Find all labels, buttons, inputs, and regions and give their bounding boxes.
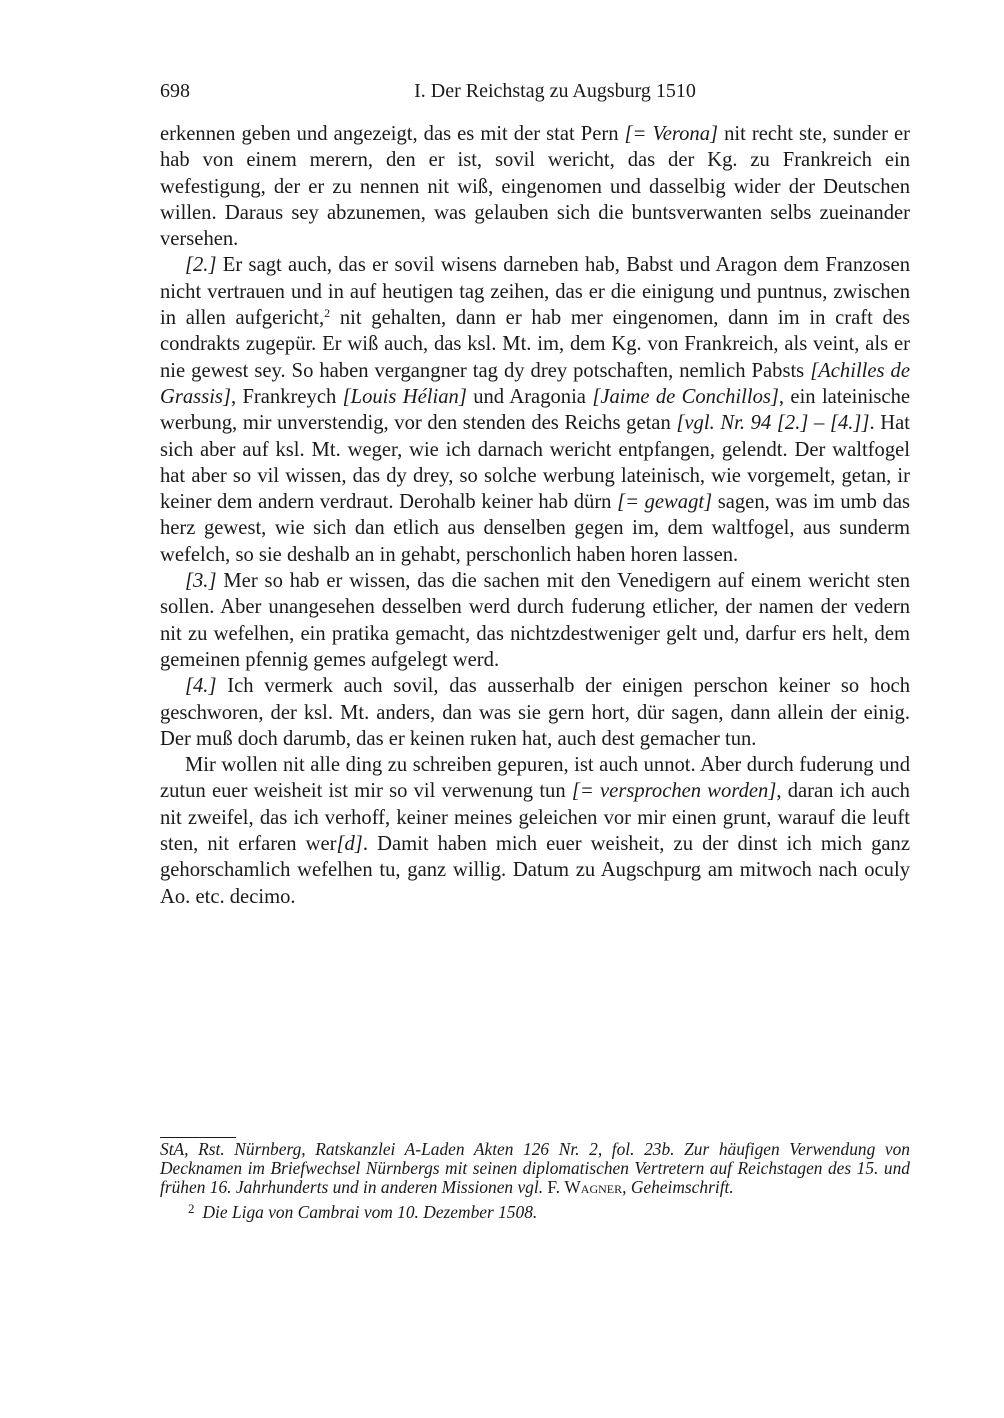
- main-text: [160, 121, 910, 910]
- paragraph-5: Mir wollen nit alle ding zu schreiben gepuren, ist auch unnot. Aber durch fuderung und zutun euer weisheit ist mir so vil verwenung tun [= versprochen worden], daran ich auch nit zweifel, das ich verhoff, keiner meines geleichen vor mir einen grunt, warauf die leuft sten, nit erfaren wer[d]. Damit haben mich euer weisheit, zu der dinst ich mich ganz gehorschamlich wefelhen tu, ganz willig. Datum zu Augschpurg am mitwoch nach oculy Ao. etc. decimo.: [160, 754, 910, 908]
- paragraph-4: [4.] Ich vermerk auch sovil, das ausserhalb der einigen perschon keiner so hoch geschworen, der ksl. Mt. anders, dan was sie gern hort, dür sagen, dann allein der einig. Der muß doch darumb, das er keinen ruken hat, auch dest gemacher tun.: [160, 675, 910, 750]
- editorial-insertion: [d]: [336, 833, 363, 856]
- cross-reference: [vgl. Nr. 94 [2.] – [4.]]: [676, 412, 870, 435]
- footnote-ref-2[interactable]: 2: [324, 306, 331, 321]
- section-number: [3.]: [185, 570, 217, 593]
- paragraph-3: [3.] Mer so hab er wissen, das die sachen mit den Venedigern auf einem wericht sten sollen. Aber unangesehen desselben werd durch fuderung etlicher, der namen der vedern nit zu wefelhen, ein pratika gemacht, das nichtzdestweniger gelt und, darfur ers helt, dem gemeinen pfennig gemes aufgelegt werd.: [160, 570, 910, 671]
- running-title: I. Der Reichstag zu Augsburg 1510: [414, 80, 696, 102]
- section-number: [2.]: [185, 254, 217, 277]
- running-header: [160, 80, 910, 106]
- editorial-gloss: [Achilles de Grassis]: [160, 359, 910, 408]
- paragraph-2: [2.] Er sagt auch, das er sovil wisens darneben hab, Babst und Aragon dem Franzosen nicht vertrauen und in auf heutigen tag zeihen, das er die einigung und puntnus, zwischen in allen aufgericht,$^2$ nit gehalten, dann er hab mer eingenomen, dann im in craft des condrakts zugepür. Er wiß auch, das ksl. Mt. im, dem Kg. von Frankreich, als veint, als er nie gewest sey. So haben vergangner tag dy drey potschaften, nemlich Pabsts [Achilles de Grassis], Frankreych [Louis Hélian] und Aragonia [Jaime de Conchillos], ein lateinische werbung, mir unverstendig, vor den stenden des Reichs getan [vgl. Nr. 94 [2.] – [4.]]. Hat sich aber auf ksl. Mt. weger, wie ich darnach wericht entpfangen, gelendt. Der waltfogel hat aber so vil wissen, das dy drey, so solche werbung lateinisch, wie vorgemelt, getan, ir keiner dem andern verdraut. Derohalb keiner hab dürn [= gewagt] sagen, was im umb das herz gewest, wie sich dan etlich aus denselben gegen im, dem waltfogel, aus sunderm wefelch, so sie deshalb an in gehabt, perschonlich haben horen lassen.: [160, 254, 911, 566]
- footnote-separator: [160, 1137, 236, 1138]
- source-note: StA, Rst. Nürnberg, Ratskanzlei A-Laden Akten 126 Nr. 2, fol. 23b. Zur häufigen Verwendung von Decknamen im Briefwechsel Nürnbergs mit seinen diplomatischen Vertretern auf Reichstagen des 15. und frühen 16. Jahrhunderts und in anderen Missionen vgl. F. Wagner, Geheimschrift.: [160, 1139, 910, 1197]
- author-name: Wagner: [564, 1176, 623, 1197]
- editorial-gloss: [= versprochen worden]: [571, 780, 777, 803]
- paragraph-1: erkennen geben und angezeigt, das es mit der stat Pern [= Verona] nit recht ste, sunder er hab von einem merern, den er ist, sovil wericht, das der Kg. zu Frankreich ein wefestigung, der er zu nennen nit wiß, eingenomen und dasselbig wider der Deutschen willen. Daraus sey abzunemen, was gelauben sich die buntsverwanten selbs zueinander versehen.: [160, 123, 910, 251]
- page-number: 698: [160, 80, 190, 102]
- editorial-gloss: [= gewagt]: [617, 491, 713, 514]
- section-number: [4.]: [185, 675, 217, 698]
- editorial-gloss: [Jaime de Conchillos]: [592, 385, 779, 408]
- footnotes: [160, 1140, 910, 1222]
- editorial-gloss: [Louis Hélian]: [342, 385, 467, 408]
- footnote-mark: 2: [188, 1201, 195, 1217]
- editorial-gloss: [= Verona]: [624, 123, 719, 145]
- footnote-2: $^2$ Die Liga von Cambrai vom 10. Dezember 1508.: [188, 1201, 538, 1223]
